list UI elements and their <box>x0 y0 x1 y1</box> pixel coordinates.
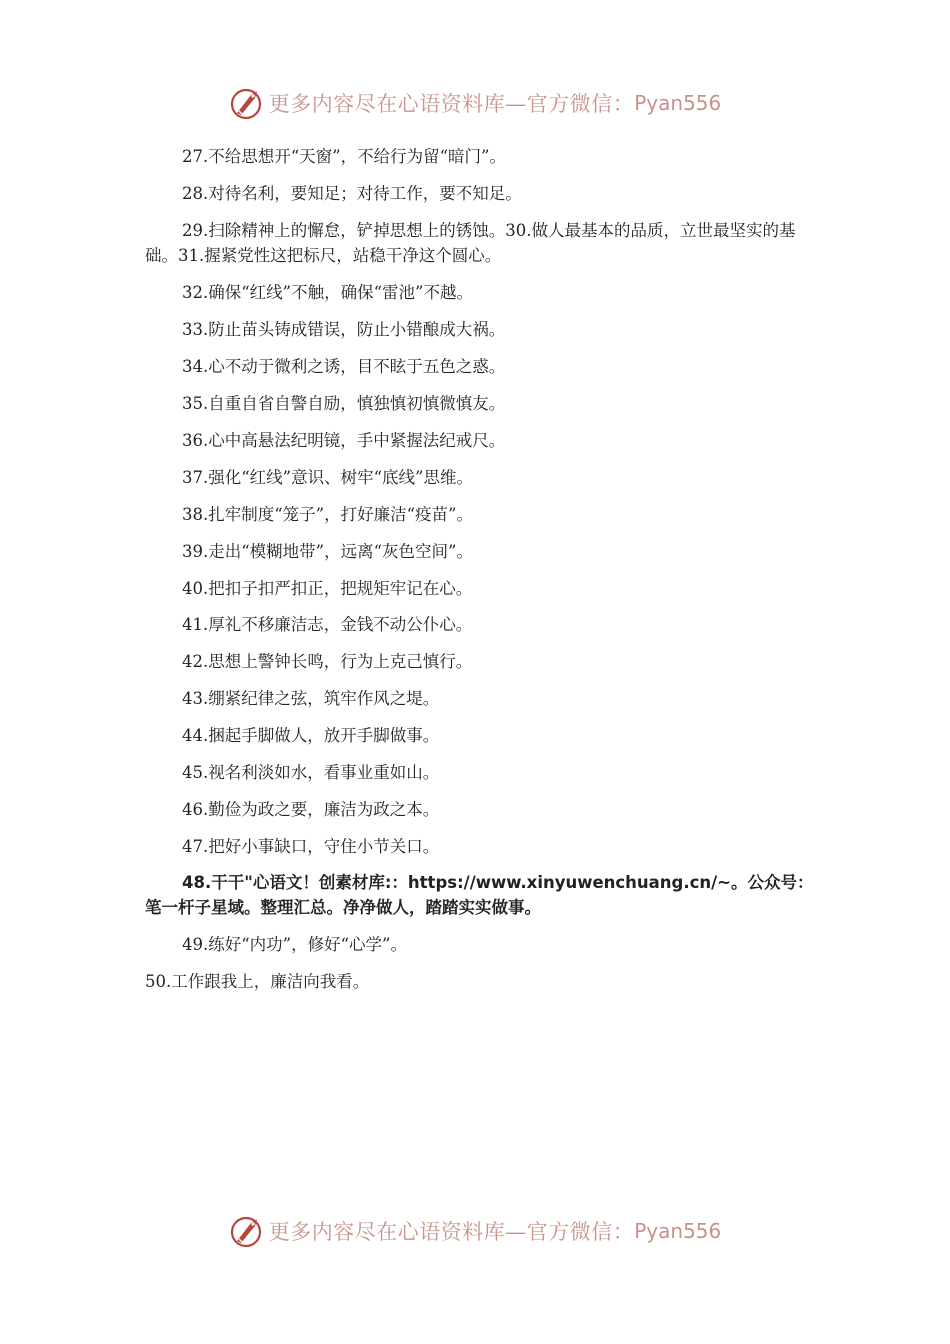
banner-wechat-id: Pyan556 <box>634 1219 722 1243</box>
list-item: 38.扎牢制度“笼子”，打好廉洁“疫苗”。 <box>182 505 473 524</box>
banner-wechat-id: Pyan556 <box>634 91 722 115</box>
list-item: 39.走出“模糊地带”，远离“灰色空间”。 <box>182 542 473 561</box>
list-item: 47.把好小事缺口，守住小节关口。 <box>182 837 440 856</box>
list-item: 42.思想上警钟长鸣，行为上克己慎行。 <box>182 652 473 671</box>
banner-text: 更多内容尽在心语资料库—官方微信： <box>268 1220 635 1244</box>
list-item: 40.把扣子扣严扣正，把规矩牢记在心。 <box>182 579 473 598</box>
list-item: 48.干干"心语文！创素材库:：https://www.xinyuwenchuang.cn/~。公众号：笔一杆子星域。整理汇总。净净做人，踏踏实实做事。 <box>145 873 814 917</box>
list-item: 32.确保“红线”不触，确保“雷池”不越。 <box>182 283 473 302</box>
list-item: 44.捆起手脚做人，放开手脚做事。 <box>182 726 440 745</box>
list-item: 43.绷紧纪律之弦，筑牢作风之堤。 <box>182 689 440 708</box>
list-item: 29.扫除精神上的懈怠，铲掉思想上的锈蚀。30.做人最基本的品质，立世最坚实的基础。31.握紧党性这把标尺，站稳干净这个圆心。 <box>145 221 796 265</box>
list-item: 27.不给思想开“天窗”，不给行为留“暗门”。 <box>182 147 506 166</box>
footer-banner <box>0 1211 950 1251</box>
list-item: 35.自重自省自警自励，慎独慎初慎微慎友。 <box>182 394 506 413</box>
list-item: 49.练好“内功”，修好“心学”。 <box>182 935 407 954</box>
banner-text: 更多内容尽在心语资料库—官方微信： <box>268 92 635 116</box>
list-item: 33.防止苗头铸成错误，防止小错酿成大祸。 <box>182 320 506 339</box>
list-item: 50.工作跟我上，廉洁向我看。 <box>145 972 370 991</box>
list-item: 36.心中高悬法纪明镜，手中紧握法纪戒尺。 <box>182 431 506 450</box>
pen-nib-logo-icon <box>229 85 265 121</box>
list-item: 37.强化“红线”意识、树牢“底线”思维。 <box>182 468 473 487</box>
pen-nib-logo-icon <box>229 1213 265 1249</box>
header-banner <box>0 83 950 123</box>
list-item: 41.厚礼不移廉洁志，金钱不动公仆心。 <box>182 615 473 634</box>
list-item: 45.视名利淡如水，看事业重如山。 <box>182 763 440 782</box>
list-item: 34.心不动于微利之诱，目不眩于五色之惑。 <box>182 357 506 376</box>
list-item: 28.对待名利，要知足；对待工作，要不知足。 <box>182 184 522 203</box>
list-item: 46.勤俭为政之要，廉洁为政之本。 <box>182 800 440 819</box>
